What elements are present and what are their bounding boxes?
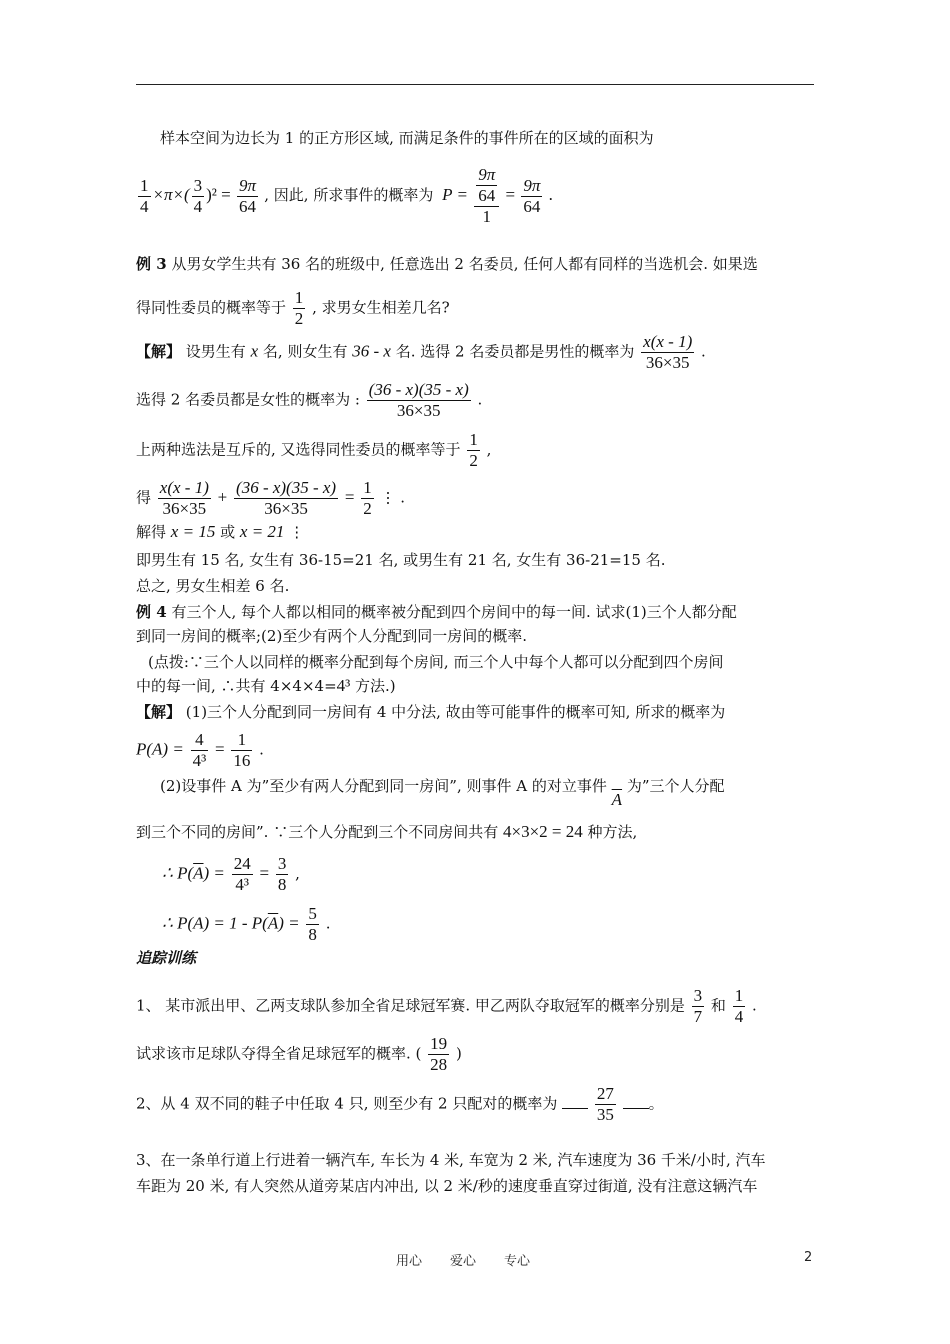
probability-formula: P = $\frac{\frac{9\pi}{64}}{1}$ = $\frac{9\pi}{64}$ . (442, 165, 553, 226)
footer-motto-2: 爱心 (450, 1254, 477, 1269)
ex4-hint-line2: 中的每一间, ∴共有 4×4×4=4³ 方法.) (136, 676, 396, 695)
training-q1-line1: 1、 某市派出甲、乙两支球队参加全省足球冠军赛. 甲乙两队夺取冠军的概率分别是 $\frac{3}{7}$ 和 $\frac{1}{4}$ . (136, 986, 757, 1026)
answer-blank-right (623, 1108, 649, 1109)
ex4-solution-line3: 到三个不同的房间”. ∵三个人分配到三个不同房间共有 4×3×2 = 24 种方法, (136, 822, 638, 841)
footer-motto-1: 用心 (396, 1254, 423, 1269)
ex3-solution-line5: 解得 x = 15 或 x = 21 ⋮ (136, 522, 305, 541)
page-number: 2 (804, 1250, 813, 1265)
header-rule (136, 84, 814, 85)
ex3-solution-line4: 得 $\frac{x(x - 1)}{36\times 35}$ + $\frac{(36 - x)(35 - x)}{36\times 35}$ = $\frac{1}{2}$ ⋮ . (136, 478, 406, 518)
ex3-sol-label: 【解】 (136, 342, 182, 361)
intro-line2-text: , 因此, 所求事件的概率为 (264, 185, 434, 204)
footer-motto-3: 专心 (504, 1254, 531, 1269)
ex4-line1: 例 4 有三个人, 每个人都以相同的概率被分配到四个房间中的每一间. 试求(1)三个人都分配 (136, 603, 737, 621)
ex3-line2: 得同性委员的概率等于 $\frac{1}{2}$ , 求男女生相差几名? (136, 288, 450, 328)
ex4-solution-line2: (2)设事件 A 为”至少有两人分配到同一房间”, 则事件 A 的对立事件 $\overline{A}$ 为”三个人分配 (160, 777, 725, 809)
ex3-line1: 例 3 从男女学生共有 36 名的班级中, 任意选出 2 名委员, 任何人都有同样的当选机会. 如果选 (136, 255, 758, 273)
answer-blank-left (562, 1108, 588, 1109)
ex3-solution-line1: 【解】 设男生有 x 名, 则女生有 36 - x 名. 选得 2 名委员都是男性的概率为 $\frac{x(x - 1)}{36\times 35}$ . (136, 332, 706, 372)
ex3-solution-line3: 上两种选法是互斥的, 又选得同性委员的概率等于 $\frac{1}{2}$ , (136, 430, 492, 470)
ex4-hint-line1: (点拨:∵三个人以同样的概率分配到每个房间, 而三个人中每个人都可以分配到四个房间 (148, 653, 724, 671)
training-title: 追踪训练 (136, 949, 197, 967)
training-q3-line1: 3、在一条单行道上行进着一辆汽车, 车长为 4 米, 车宽为 2 米, 汽车速度为 36 千米/小时, 汽车 (136, 1151, 766, 1169)
training-q3-line2: 车距为 20 米, 有人突然从道旁某店内冲出, 以 2 米/秒的速度垂直穿过街道, 没有注意这辆汽车 (136, 1177, 758, 1195)
ex4-line2: 到同一房间的概率;(2)至少有两个人分配到同一房间的概率. (136, 627, 528, 645)
ex3-solution-line6: 即男生有 15 名, 女生有 36-15=21 名, 或男生有 21 名, 女生有 36-21=15 名. (136, 551, 666, 569)
training-q1-line2: 试求该市足球队夺得全省足球冠军的概率. ( $\frac{19}{28}$ ) (136, 1034, 462, 1074)
intro-line1: 样本空间为边长为 1 的正方形区域, 而满足条件的事件所在的区域的面积为 (160, 129, 654, 147)
ex4-sol-label: 【解】 (136, 703, 182, 721)
a-complement: $\overline{A}$ (611, 790, 623, 809)
intro-area-expression (136, 165, 553, 227)
ex4-pa-formula: P(A) = $\frac{4}{\text{4³}}$ = $\frac{1}{16}$ . (136, 730, 264, 770)
ex4-pa-final-formula: ∴ $P(A) = 1 - P(\overline{A})$ = $\frac{5}{8}$ . (162, 904, 331, 944)
ex3-label: 例 3 (136, 255, 167, 273)
training-q2: 2、从 4 双不同的鞋子中任取 4 只, 则至少有 2 只配对的概率为 $\frac{27}{35}$ 。 (136, 1084, 664, 1124)
area-formula: $\frac{1}{4}$ ×π×( $\frac{3}{4}$ )² = $\frac{9\pi}{64}$ (140, 175, 257, 216)
ex3-solution-line7: 总之, 男女生相差 6 名. (136, 577, 290, 595)
ex4-pabar-formula: ∴ $P(\overline{A})$ = $\frac{24}{\text{4³}}$ = $\frac{3}{8}$ , (162, 854, 300, 894)
ex3-solution-line2: 选得 2 名委员都是女性的概率为 : $\frac{(36 - x)(35 - x)}{36\times 35}$ . (136, 380, 483, 420)
ex4-solution-line1: 【解】 (1)三个人分配到同一房间有 4 中分法, 故由等可能事件的概率可知, 所求的概率为 (136, 703, 726, 721)
ex4-label: 例 4 (136, 603, 167, 621)
